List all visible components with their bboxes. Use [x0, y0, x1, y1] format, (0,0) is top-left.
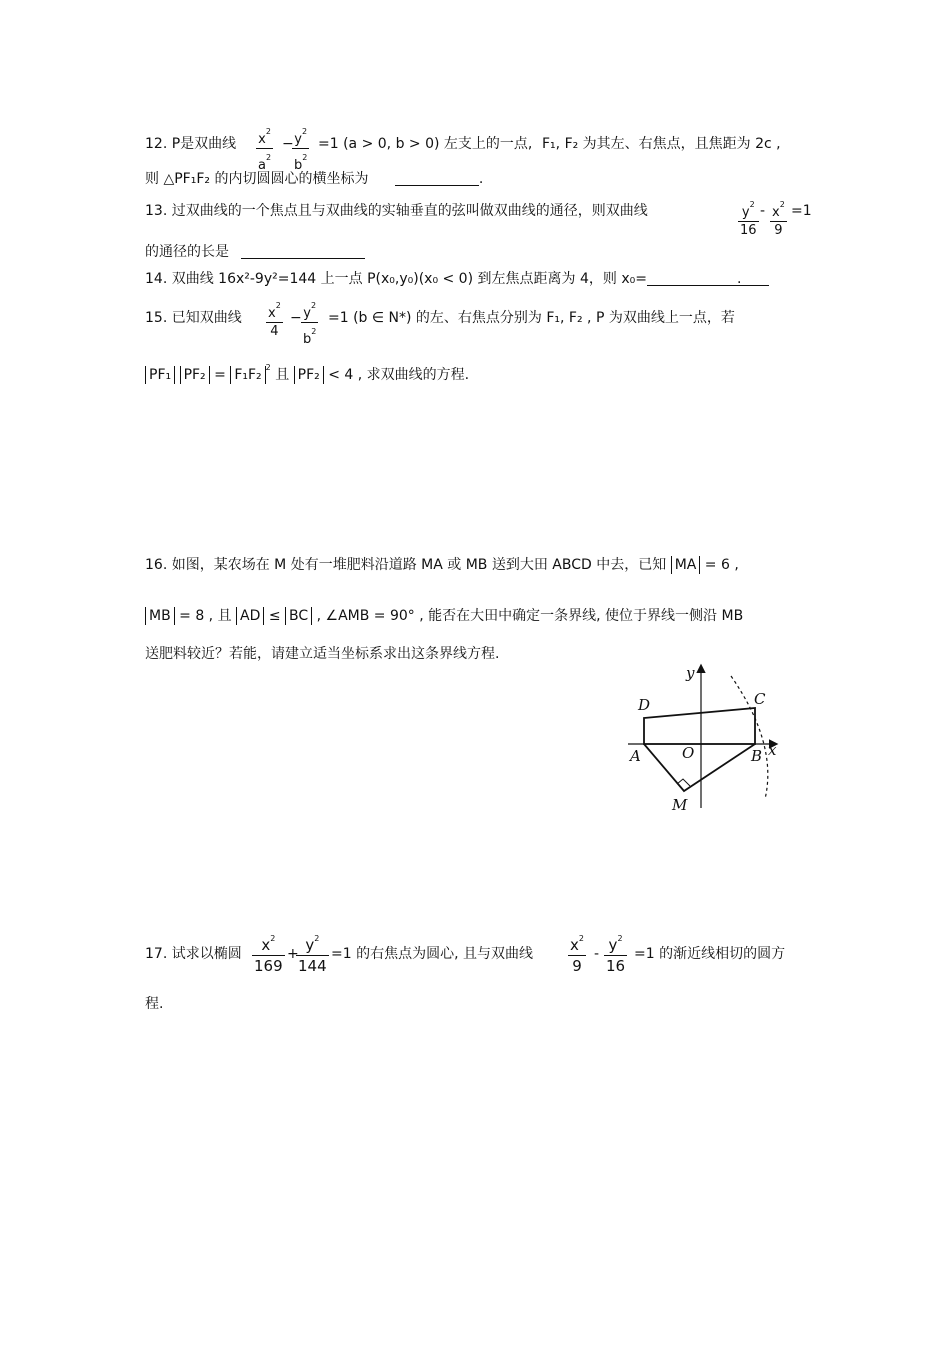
label-O: O — [682, 744, 695, 762]
label-M: M — [672, 796, 688, 814]
p17-frac-x2-169: $x^2$ 169 — [254, 934, 283, 975]
p15-frac-y2-b2: $y^2$ $b^2$ — [303, 301, 317, 347]
label-B: B — [751, 747, 763, 765]
p14-end: . — [737, 271, 742, 287]
p13-minus: - — [760, 203, 766, 219]
p15-frac-x2-4: $x^2$ 4 — [268, 301, 281, 339]
p17-line2: 程. — [145, 996, 164, 1012]
p17-frac-x2-9: $x^2$ 9 — [570, 934, 584, 975]
p12-line1-label: 12. P是双曲线 — [145, 136, 237, 152]
p17-frac-y2-144: $y^2$ 144 — [298, 934, 327, 975]
p12-foci: F₁, F₂ 为其左、右焦点，且焦距为 2c , — [542, 136, 781, 152]
label-D: D — [638, 696, 651, 714]
label-A: A — [630, 747, 641, 765]
p17-end: =1 的渐近线相切的圆方 — [634, 946, 786, 962]
p13-frac-y2-16: $y^2$ 16 — [740, 200, 757, 238]
answer-blank[interactable] — [647, 271, 769, 286]
p13-eq: =1 — [791, 203, 812, 219]
label-x: x — [768, 741, 777, 759]
farm-field-figure — [618, 658, 788, 818]
p16-line1: 16. 如图，某农场在 M 处有一堆肥料沿道路 MA 或 MB 送到大田 ABCD 中去，已知 MA = 6 , — [145, 557, 739, 573]
p17-plus: + — [287, 946, 299, 962]
p13-line2: 的通径的长是 — [145, 243, 365, 261]
p16-line2: MB = 8 , 且 AD ≤ BC , ∠AMB = 90° , 能否在大田中确定一条界线, 使位于界线一侧沿 MB — [145, 607, 743, 625]
p15-line1-label: 15. 已知双曲线 — [145, 310, 242, 326]
p13-frac-x2-9: $x^2$ 9 — [772, 200, 785, 238]
road-amb — [644, 744, 755, 791]
answer-blank[interactable] — [241, 244, 365, 259]
p16-line3: 送肥料较近？若能，请建立适当坐标系求出这条界线方程. — [145, 646, 500, 662]
label-y: y — [686, 664, 695, 682]
answer-blank[interactable] — [395, 171, 479, 186]
p12-frac-y2-b2: $y^2$ $b^2$ — [294, 127, 308, 173]
p14-line: 14. 双曲线 16x²-9y²=144 上一点 P(x₀,y₀)(x₀ < 0) 到左焦点距离为 4，则 x₀= — [145, 270, 769, 288]
p13-line1: 13. 过双曲线的一个焦点且与双曲线的实轴垂直的弦叫做双曲线的通径，则双曲线 — [145, 203, 648, 219]
p17-minus: - — [594, 946, 600, 962]
p15-condition: PF₁ PF₂ = F₁F₂ $^2$ 且 PF₂ < 4 , 求双曲线的方程. — [145, 359, 469, 384]
p12-frac-x2-a2: $x^2$ $a^2$ — [258, 127, 272, 173]
p12-equation-rest: =1 (a > 0, b > 0) 左支上的一点, — [318, 136, 533, 152]
p17-frac-y2-16: $y^2$ 16 — [606, 934, 626, 975]
label-C: C — [754, 690, 766, 708]
field-abcd — [644, 708, 755, 744]
p15-equation-rest: =1 (b ∈ N*) 的左、右焦点分别为 F₁, F₂ , P 为双曲线上一点，若 — [328, 310, 735, 326]
p17-mid: =1 的右焦点为圆心, 且与双曲线 — [331, 946, 533, 962]
p12-line2: 则 △PF₁F₂ 的内切圆圆心的横坐标为 . — [145, 171, 484, 187]
p17-line1-label: 17. 试求以椭圆 — [145, 946, 242, 962]
p15-minus: − — [290, 310, 302, 326]
p12-minus: − — [282, 136, 294, 152]
